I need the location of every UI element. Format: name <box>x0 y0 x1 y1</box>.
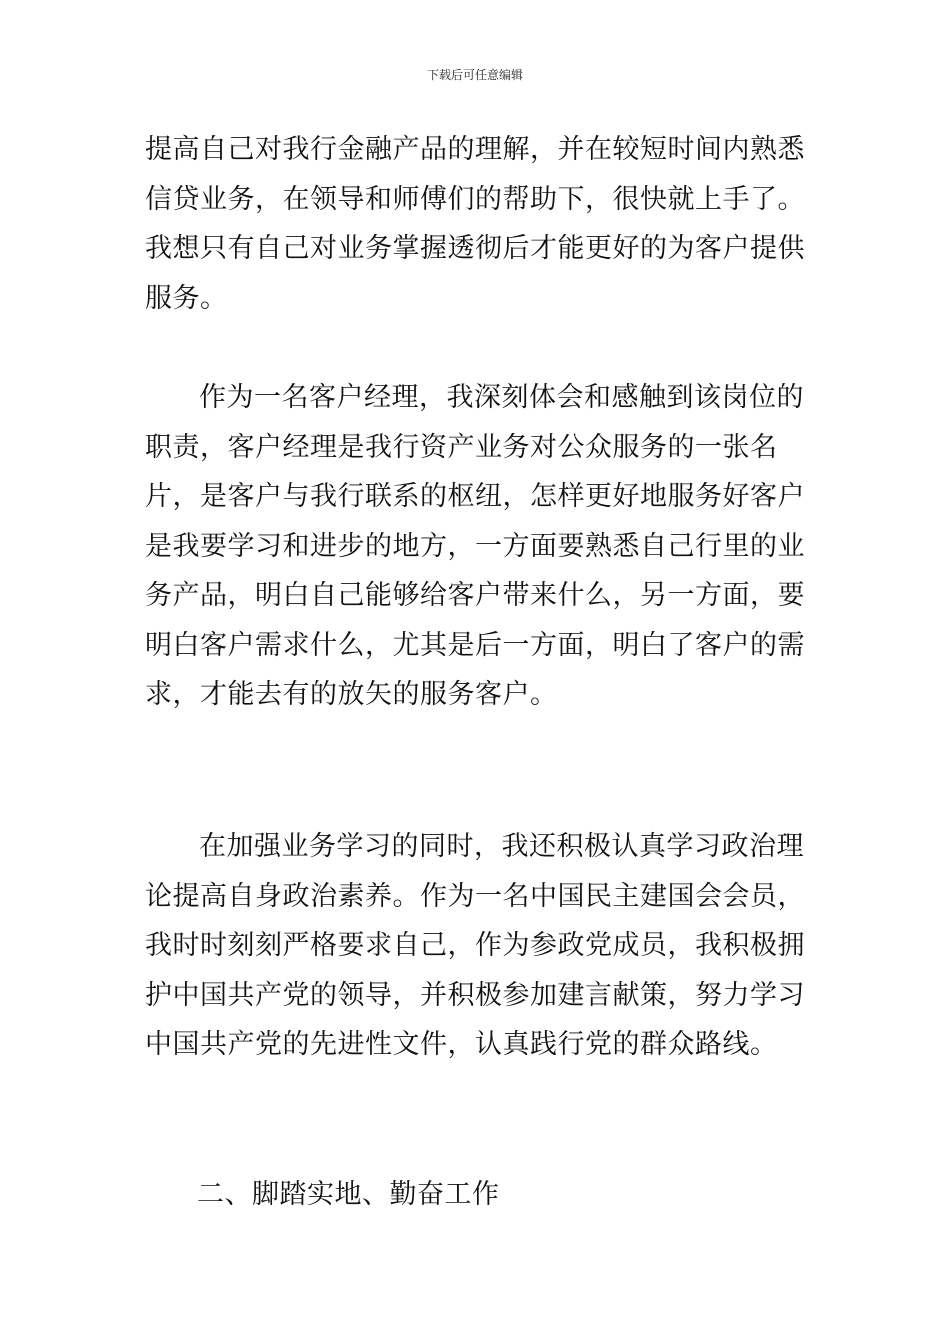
section-heading: 二、脚踏实地、勤奋工作 <box>197 1179 500 1210</box>
paragraph-3: 在加强业务学习的同时，我还积极认真学习政治理论提高自身政治素养。作为一名中国民主建国会会员，我时时刻刻严格要求自己，作为参政党成员，我积极拥护中国共产党的领导，并积极参加建言献策，努力学习中国共产党的先进性文件，认真践行党的群众路线。 <box>145 831 805 1060</box>
paragraph-1: 提高自己对我行金融产品的理解，并在较短时间内熟悉信贷业务，在领导和师傅们的帮助下，很快就上手了。我想只有自己对业务掌握透彻后才能更好的为客户提供服务。 <box>145 134 805 314</box>
header-note: 下载后可任意编辑 <box>426 68 523 82</box>
paragraph-2: 作为一名客户经理，我深刻体会和感触到该岗位的职责，客户经理是我行资产业务对公众服务的一张名片，是客户与我行联系的枢纽，怎样更好地服务好客户是我要学习和进步的地方，一方面要熟悉自己行里的业务产品，明白自己能够给客户带来什么，另一方面，要明白客户需求什么，尤其是后一方面，明白了客户的需求，才能去有的放矢的服务客户。 <box>145 382 805 710</box>
